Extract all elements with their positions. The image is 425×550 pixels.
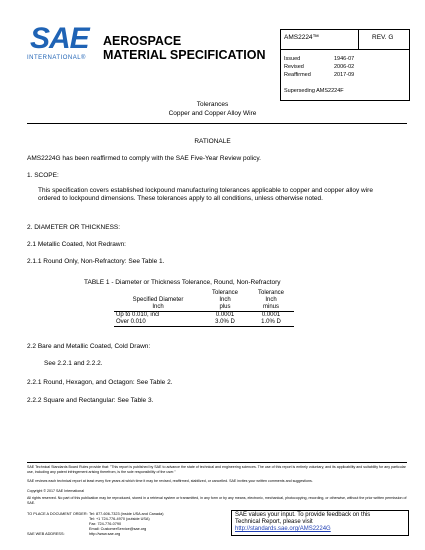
rationale-heading: RATIONALE bbox=[194, 138, 231, 145]
sae-logo-subtitle: INTERNATIONAL® bbox=[27, 55, 86, 61]
order-block bbox=[27, 512, 164, 537]
section-2-heading: 2. DIAMETER OR THICKNESS: bbox=[27, 224, 121, 231]
feedback-box bbox=[231, 510, 409, 536]
email: Email: CustomerService@sae.org bbox=[89, 527, 147, 531]
footer-rule bbox=[27, 462, 407, 463]
title-line-1: AEROSPACE bbox=[103, 34, 182, 48]
footer-note-2: SAE reviews each technical report at least every five years at which time it may be revised, reaffirmed, stabilized, or cancelled. SAE invites your written comments and suggestions. bbox=[27, 479, 313, 483]
section-2-1-1: 2.1.1 Round Only, Non-Refractory: See Table 1. bbox=[27, 258, 165, 265]
feedback-line-1: SAE values your input. To provide feedback on this bbox=[235, 512, 371, 518]
section-2-2-1: 2.2.1 Round, Hexagon, and Octagon: See Table 2. bbox=[27, 379, 173, 386]
date-block bbox=[284, 55, 404, 79]
col-1-header-1: Specified Diameter bbox=[132, 297, 184, 303]
section-1-text: This specification covers established lockpound manufacturing tolerances applicable to copper and copper alloy wire ordered to lockpound dimensions. These tolerances apply to all conditions, unless otherwise noted. bbox=[38, 187, 373, 202]
sae-logo: SAE bbox=[30, 22, 89, 55]
col-2-header-2: Inch bbox=[219, 297, 231, 303]
reaffirmed-date: 2017-09 bbox=[334, 72, 355, 78]
section-2-2-2: 2.2.2 Square and Rectangular: See Table 3. bbox=[27, 397, 154, 404]
table-cell: Up to 0.010, incl bbox=[116, 312, 160, 318]
table-row bbox=[114, 319, 294, 327]
feedback-line-2: Technical Report, please visit bbox=[235, 519, 313, 525]
section-2-2-text: See 2.2.1 and 2.2.2. bbox=[44, 360, 103, 367]
table-row bbox=[114, 312, 294, 320]
subject-line-1: Tolerances bbox=[196, 101, 229, 108]
table-cell: 1.0% D bbox=[248, 319, 294, 327]
rights-notice: All rights reserved. No part of this publication may be reproduced, stored in a retrieval system or transmitted, in any form or by any means, electronic, mechanical, photocopying, recording, or otherwise, without the prior written permission of SAE. bbox=[27, 496, 407, 505]
table-cell: 0.0001 bbox=[261, 312, 281, 318]
table-1-caption: TABLE 1 - Diameter or Thickness Tolerance, Round, Non-Refractory bbox=[84, 279, 281, 286]
superseding: Superseding AMS2224F bbox=[284, 88, 344, 94]
col-2-header-3: plus bbox=[202, 304, 248, 312]
revision: REV. G bbox=[372, 34, 394, 41]
col-3-header-3: minus bbox=[248, 304, 294, 312]
table-cell: 3.0% D bbox=[202, 319, 248, 327]
revised-label: Revised bbox=[284, 64, 304, 70]
subject-line-2: Copper and Copper Alloy Wire bbox=[168, 110, 257, 117]
subject-rule bbox=[27, 123, 407, 124]
table-1 bbox=[114, 290, 294, 327]
table-cell: 0.0001 bbox=[215, 312, 235, 318]
copyright: Copyright © 2017 SAE International bbox=[27, 489, 84, 493]
header-vertical-divider bbox=[358, 29, 359, 49]
order-label: TO PLACE A DOCUMENT ORDER: bbox=[27, 512, 88, 516]
document-number: AMS2224™ bbox=[284, 34, 320, 41]
document-title bbox=[103, 34, 266, 62]
table-cell: Over 0.010 bbox=[114, 319, 202, 327]
col-1-header-2: Inch bbox=[114, 304, 202, 312]
reaffirmed-label: Reaffirmed bbox=[284, 72, 311, 78]
revised-date: 2006-02 bbox=[334, 64, 355, 70]
issued-label: Issued bbox=[284, 56, 301, 62]
col-3-header-1: Tolerance bbox=[257, 290, 284, 296]
section-2-1: 2.1 Metallic Coated, Not Redrawn: bbox=[27, 241, 126, 248]
title-line-2: MATERIAL SPECIFICATION bbox=[103, 48, 266, 62]
col-3-header-2: Inch bbox=[265, 297, 277, 303]
tel-1: Tel: 877-606-7323 (inside USA and Canada) bbox=[89, 512, 164, 516]
section-1-heading: 1. SCOPE: bbox=[27, 172, 59, 179]
header-divider bbox=[280, 49, 410, 50]
section-2-2: 2.2 Bare and Metallic Coated, Cold Drawn: bbox=[27, 343, 151, 350]
footer-note-1: SAE Technical Standards Board Rules provide that: "This report is published by SAE to advance the state of technical and engineering sciences. The use of this report is entirely voluntary, and its applicability and suitability for any particular use, including any patent infringement arising therefrom, is the sole responsibility of the user." bbox=[27, 465, 406, 474]
feedback-link[interactable]: http://standards.sae.org/AMS2224G bbox=[235, 526, 331, 532]
tel-2: Tel: +1 724-776-4970 (outside USA) bbox=[89, 517, 150, 521]
rationale-text: AMS2224G has been reaffirmed to comply with the SAE Five-Year Review policy. bbox=[27, 155, 261, 162]
sae-web-label: SAE WEB ADDRESS: bbox=[27, 532, 65, 536]
sae-web-link[interactable]: http://www.sae.org bbox=[89, 532, 121, 536]
col-2-header-1: Tolerance bbox=[211, 290, 238, 296]
issued-date: 1946-07 bbox=[334, 56, 355, 62]
fax: Fax: 724-776-0790 bbox=[89, 522, 122, 526]
